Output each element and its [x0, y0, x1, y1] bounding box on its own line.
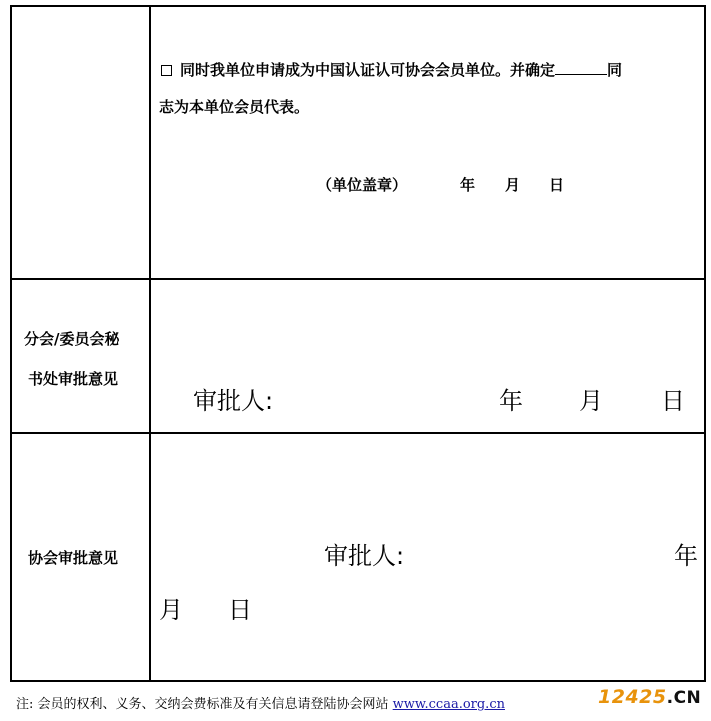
apply-member-checkbox[interactable] [161, 65, 172, 76]
footnote-text: 注: 会员的权利、义务、交纳会费标准及有关信息请登陆协会网站 [16, 697, 389, 712]
footnote [16, 693, 505, 712]
branch-approval-month: 月 [579, 387, 603, 415]
association-approval-day: 日 [228, 596, 252, 624]
branch-approval-day: 日 [661, 387, 685, 415]
watermark-number: 12425 [598, 686, 667, 708]
association-approver-label: 审批人: [324, 542, 405, 570]
association-approval-label: 协会审批意见 [28, 549, 119, 567]
watermark-logo [598, 686, 701, 708]
representative-name-blank[interactable] [555, 60, 607, 75]
line1-tail-text: 同 [607, 61, 623, 79]
line1-text: 同时我单位申请成为中国认证认可协会会员单位。并确定 [180, 61, 556, 79]
branch-approval-label-line1: 分会/委员会秘 [24, 330, 120, 348]
association-approval-month: 月 [159, 596, 183, 624]
column-divider [149, 7, 151, 680]
row-divider-1 [12, 278, 704, 280]
watermark-suffix: .CN [666, 688, 702, 708]
application-form-table [10, 5, 706, 682]
branch-approval-label-line2: 书处审批意见 [28, 370, 119, 388]
branch-approver-label: 审批人: [193, 387, 274, 415]
seal-day-label: 日 [549, 176, 565, 194]
association-website-link[interactable]: www.ccaa.org.cn [392, 697, 505, 712]
branch-approval-year: 年 [499, 387, 523, 415]
membership-application-line2: 志为本单位会员代表。 [159, 98, 310, 116]
membership-application-line1 [161, 59, 622, 80]
seal-year-label: 年 [460, 176, 476, 194]
association-approval-year: 年 [674, 542, 698, 570]
seal-month-label: 月 [505, 176, 521, 194]
unit-seal-label: （单位盖章） [317, 176, 408, 194]
row-divider-2 [12, 432, 704, 434]
